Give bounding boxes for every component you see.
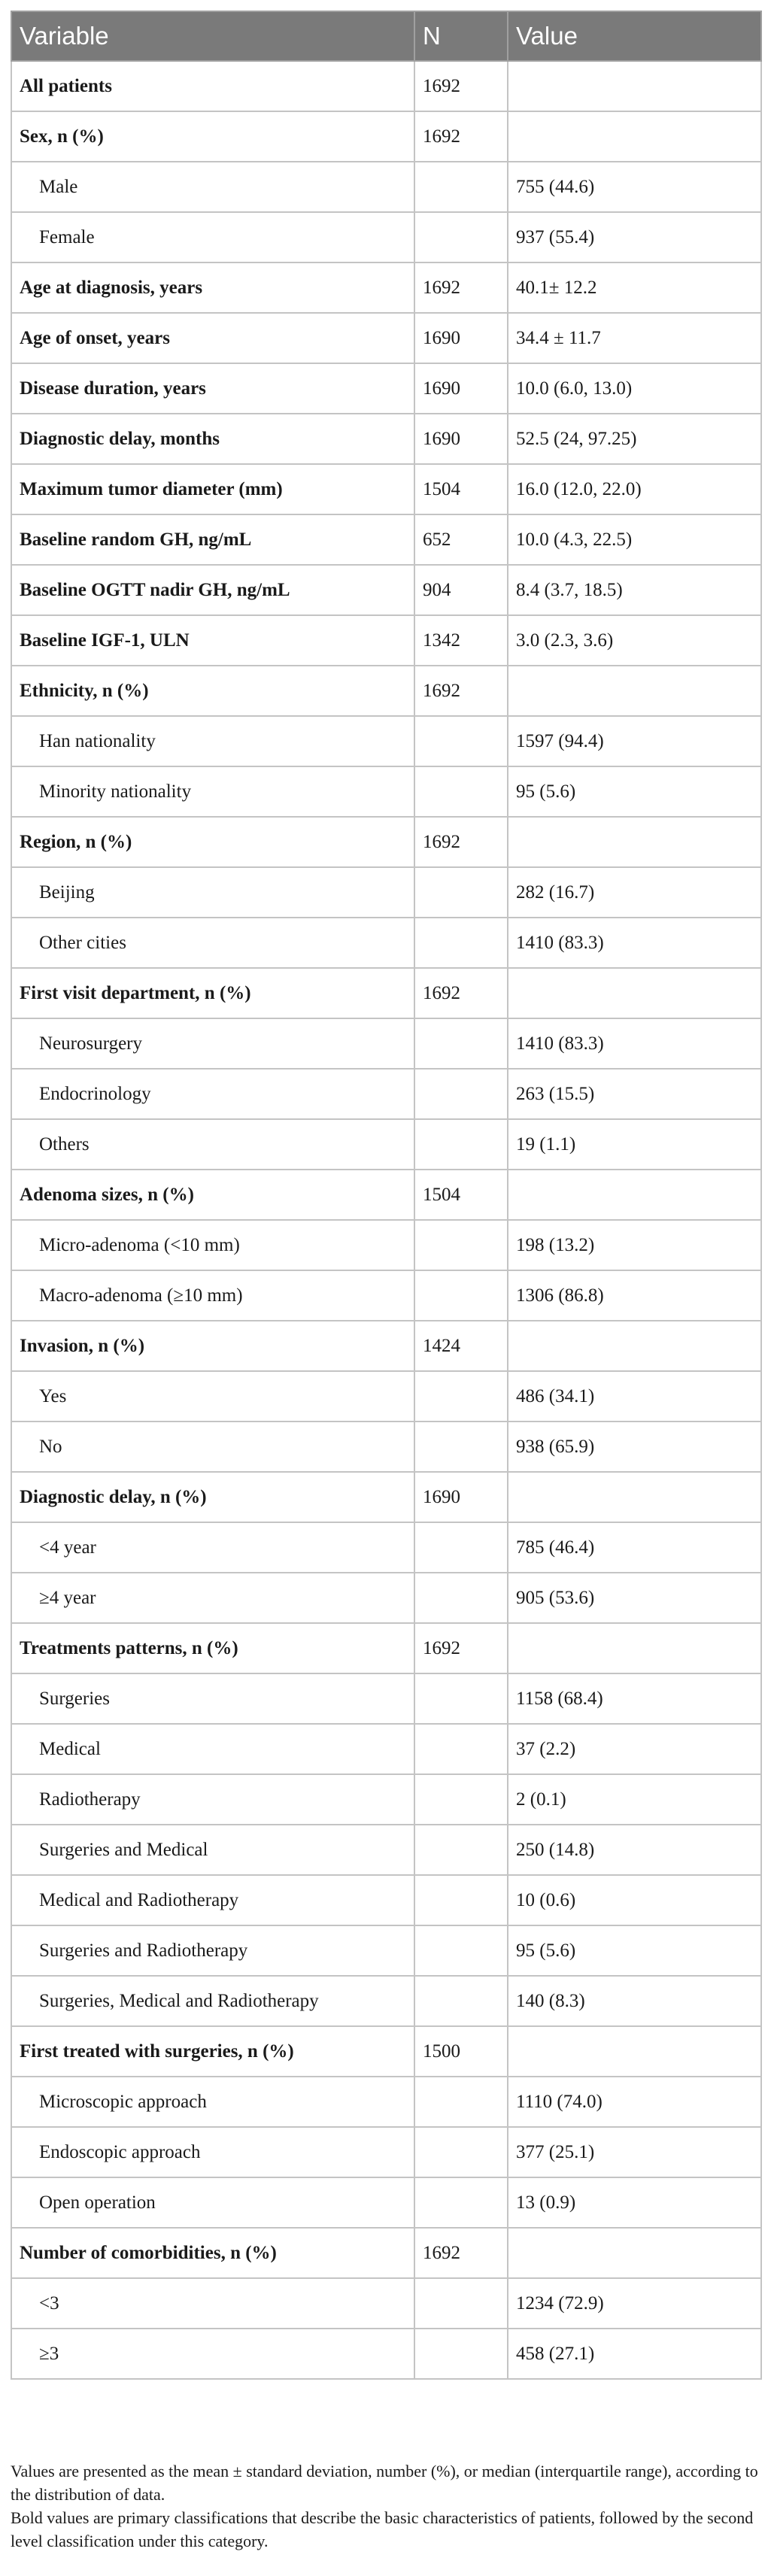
cell-variable: Number of comorbidities, n (%) [11, 2228, 414, 2278]
table-row-category [11, 1321, 761, 1371]
cell-value [508, 2228, 761, 2278]
cell-value: 10.0 (6.0, 13.0) [508, 363, 761, 414]
table-row-category [11, 61, 761, 111]
cell-value: 282 (16.7) [508, 867, 761, 918]
cell-value: 198 (13.2) [508, 1220, 761, 1270]
table-row-subcategory [11, 1825, 761, 1875]
table-row-subcategory [11, 1220, 761, 1270]
table-row-category [11, 2228, 761, 2278]
cell-value: 458 (27.1) [508, 2329, 761, 2379]
table-row-subcategory [11, 1018, 761, 1069]
cell-n: 1692 [414, 817, 508, 867]
column-header-n: N [414, 11, 508, 61]
cell-n [414, 1825, 508, 1875]
table-body [11, 61, 761, 2379]
table-row-category [11, 464, 761, 514]
cell-n [414, 918, 508, 968]
cell-value: 1110 (74.0) [508, 2077, 761, 2127]
cell-n: 1504 [414, 1170, 508, 1220]
table-row-subcategory [11, 1270, 761, 1321]
cell-variable: Baseline random GH, ng/mL [11, 514, 414, 565]
cell-n [414, 1270, 508, 1321]
table-row-category [11, 363, 761, 414]
cell-value: 1410 (83.3) [508, 1018, 761, 1069]
cell-n [414, 212, 508, 262]
cell-n: 1692 [414, 968, 508, 1018]
cell-value: 34.4 ± 11.7 [508, 313, 761, 363]
cell-n: 1692 [414, 2228, 508, 2278]
table-row-subcategory [11, 766, 761, 817]
cell-variable: Macro-adenoma (≥10 mm) [11, 1270, 414, 1321]
table-row-subcategory [11, 1976, 761, 2026]
cell-n [414, 1220, 508, 1270]
table-row-subcategory [11, 1925, 761, 1976]
cell-n [414, 1673, 508, 1724]
cell-value: 1410 (83.3) [508, 918, 761, 968]
table-row-subcategory [11, 2077, 761, 2127]
cell-variable: Diagnostic delay, n (%) [11, 1472, 414, 1522]
table-row-category [11, 968, 761, 1018]
table-row-category [11, 615, 761, 666]
cell-variable: Microscopic approach [11, 2077, 414, 2127]
cell-value: 785 (46.4) [508, 1522, 761, 1573]
cell-variable: Male [11, 162, 414, 212]
cell-value [508, 111, 761, 162]
cell-n [414, 1925, 508, 1976]
cell-value: 1158 (68.4) [508, 1673, 761, 1724]
table-row-subcategory [11, 1673, 761, 1724]
table-footnote [11, 2459, 760, 2553]
cell-variable: Han nationality [11, 716, 414, 766]
cell-n [414, 162, 508, 212]
cell-value: 377 (25.1) [508, 2127, 761, 2177]
cell-value: 937 (55.4) [508, 212, 761, 262]
cell-n [414, 2127, 508, 2177]
cell-n [414, 1976, 508, 2026]
cell-value: 486 (34.1) [508, 1371, 761, 1422]
table-row-category [11, 111, 761, 162]
cell-n: 1690 [414, 1472, 508, 1522]
table-row-subcategory [11, 2177, 761, 2228]
cell-value [508, 817, 761, 867]
table-row-subcategory [11, 1069, 761, 1119]
cell-variable: Surgeries and Medical [11, 1825, 414, 1875]
table-row-subcategory [11, 1724, 761, 1774]
cell-variable: Sex, n (%) [11, 111, 414, 162]
cell-variable: Endocrinology [11, 1069, 414, 1119]
cell-variable: Adenoma sizes, n (%) [11, 1170, 414, 1220]
cell-variable: Ethnicity, n (%) [11, 666, 414, 716]
cell-value: 19 (1.1) [508, 1119, 761, 1170]
table-row-category [11, 313, 761, 363]
cell-n: 1504 [414, 464, 508, 514]
cell-n: 1500 [414, 2026, 508, 2077]
table-header-row [11, 11, 761, 61]
cell-n: 1690 [414, 414, 508, 464]
cell-variable: Surgeries, Medical and Radiotherapy [11, 1976, 414, 2026]
cell-n: 1692 [414, 262, 508, 313]
cell-n: 1690 [414, 313, 508, 363]
cell-n: 1690 [414, 363, 508, 414]
cell-value: 1597 (94.4) [508, 716, 761, 766]
cell-n [414, 1422, 508, 1472]
table-row-subcategory [11, 1573, 761, 1623]
cell-value: 95 (5.6) [508, 1925, 761, 1976]
cell-variable: <3 [11, 2278, 414, 2329]
cell-n [414, 766, 508, 817]
cell-value: 1234 (72.9) [508, 2278, 761, 2329]
cell-n: 1342 [414, 615, 508, 666]
cell-variable: Neurosurgery [11, 1018, 414, 1069]
cell-n: 1692 [414, 666, 508, 716]
cell-variable: First treated with surgeries, n (%) [11, 2026, 414, 2077]
cell-n [414, 867, 508, 918]
cell-variable: Region, n (%) [11, 817, 414, 867]
cell-n: 652 [414, 514, 508, 565]
cell-value [508, 1321, 761, 1371]
cell-value: 2 (0.1) [508, 1774, 761, 1825]
cell-variable: Medical [11, 1724, 414, 1774]
cell-value: 3.0 (2.3, 3.6) [508, 615, 761, 666]
cell-value: 755 (44.6) [508, 162, 761, 212]
cell-value [508, 2026, 761, 2077]
cell-variable: Endoscopic approach [11, 2127, 414, 2177]
cell-value: 140 (8.3) [508, 1976, 761, 2026]
cell-variable: Medical and Radiotherapy [11, 1875, 414, 1925]
cell-variable: Micro-adenoma (<10 mm) [11, 1220, 414, 1270]
table-row-subcategory [11, 2127, 761, 2177]
cell-variable: ≥4 year [11, 1573, 414, 1623]
table-row-subcategory [11, 1371, 761, 1422]
cell-value [508, 968, 761, 1018]
cell-value: 10.0 (4.3, 22.5) [508, 514, 761, 565]
cell-variable: ≥3 [11, 2329, 414, 2379]
cell-variable: Female [11, 212, 414, 262]
table-row-category [11, 1170, 761, 1220]
cell-variable: Baseline OGTT nadir GH, ng/mL [11, 565, 414, 615]
cell-n: 1692 [414, 111, 508, 162]
cell-value: 250 (14.8) [508, 1825, 761, 1875]
cell-n: 1692 [414, 1623, 508, 1673]
table-row-subcategory [11, 1522, 761, 1573]
cell-value: 40.1± 12.2 [508, 262, 761, 313]
cell-n [414, 2278, 508, 2329]
cell-n [414, 1774, 508, 1825]
table-row-subcategory [11, 1422, 761, 1472]
cell-n [414, 2329, 508, 2379]
cell-value: 13 (0.9) [508, 2177, 761, 2228]
table-row-subcategory [11, 162, 761, 212]
cell-variable: Disease duration, years [11, 363, 414, 414]
table-row-category [11, 414, 761, 464]
cell-variable: Treatments patterns, n (%) [11, 1623, 414, 1673]
cell-n [414, 1371, 508, 1422]
cell-value [508, 1170, 761, 1220]
cell-value [508, 666, 761, 716]
cell-variable: Invasion, n (%) [11, 1321, 414, 1371]
footnote-bold: Bold values are primary classifications that describe the basic characteristics of patients, followed by the second level classification under this category. [11, 2508, 754, 2550]
cell-n [414, 1018, 508, 1069]
cell-n [414, 2077, 508, 2127]
cell-n [414, 1875, 508, 1925]
cell-value [508, 61, 761, 111]
table-row-subcategory [11, 2329, 761, 2379]
cell-variable: Minority nationality [11, 766, 414, 817]
table-row-subcategory [11, 212, 761, 262]
table-row-subcategory [11, 1119, 761, 1170]
table-row-category [11, 1472, 761, 1522]
cell-n [414, 2177, 508, 2228]
cell-value: 95 (5.6) [508, 766, 761, 817]
cell-n [414, 1069, 508, 1119]
cell-variable: Age of onset, years [11, 313, 414, 363]
table-row-category [11, 1623, 761, 1673]
table-row-category [11, 262, 761, 313]
table-row-category [11, 666, 761, 716]
cell-variable: Surgeries and Radiotherapy [11, 1925, 414, 1976]
table-row-category [11, 817, 761, 867]
cell-variable: Surgeries [11, 1673, 414, 1724]
table-row-category [11, 514, 761, 565]
patient-characteristics-table [11, 11, 762, 2380]
cell-value: 1306 (86.8) [508, 1270, 761, 1321]
cell-n: 1692 [414, 61, 508, 111]
table-row-subcategory [11, 918, 761, 968]
cell-variable: Baseline IGF-1, ULN [11, 615, 414, 666]
table-row-category [11, 565, 761, 615]
cell-value [508, 1623, 761, 1673]
cell-n: 1424 [414, 1321, 508, 1371]
cell-n [414, 716, 508, 766]
cell-variable: All patients [11, 61, 414, 111]
cell-value: 263 (15.5) [508, 1069, 761, 1119]
cell-value: 8.4 (3.7, 18.5) [508, 565, 761, 615]
table-row-subcategory [11, 1774, 761, 1825]
table-row-subcategory [11, 716, 761, 766]
cell-value: 52.5 (24, 97.25) [508, 414, 761, 464]
cell-variable: Open operation [11, 2177, 414, 2228]
table-row-subcategory [11, 2278, 761, 2329]
cell-value: 37 (2.2) [508, 1724, 761, 1774]
table-row-subcategory [11, 867, 761, 918]
column-header-variable: Variable [11, 11, 414, 61]
table-row-category [11, 2026, 761, 2077]
column-header-value: Value [508, 11, 761, 61]
cell-variable: First visit department, n (%) [11, 968, 414, 1018]
cell-variable: Maximum tumor diameter (mm) [11, 464, 414, 514]
cell-value: 938 (65.9) [508, 1422, 761, 1472]
cell-value: 10 (0.6) [508, 1875, 761, 1925]
cell-n: 904 [414, 565, 508, 615]
cell-variable: No [11, 1422, 414, 1472]
cell-value: 16.0 (12.0, 22.0) [508, 464, 761, 514]
cell-n [414, 1522, 508, 1573]
cell-n [414, 1724, 508, 1774]
cell-n [414, 1573, 508, 1623]
cell-variable: <4 year [11, 1522, 414, 1573]
cell-variable: Yes [11, 1371, 414, 1422]
cell-value [508, 1472, 761, 1522]
cell-variable: Other cities [11, 918, 414, 968]
cell-n [414, 1119, 508, 1170]
cell-variable: Others [11, 1119, 414, 1170]
footnote-values: Values are presented as the mean ± standard deviation, number (%), or median (interquartile range), according to the distribution of data. [11, 2462, 758, 2504]
cell-variable: Beijing [11, 867, 414, 918]
cell-variable: Radiotherapy [11, 1774, 414, 1825]
table-row-subcategory [11, 1875, 761, 1925]
table-header [11, 11, 761, 61]
cell-value: 905 (53.6) [508, 1573, 761, 1623]
cell-variable: Diagnostic delay, months [11, 414, 414, 464]
cell-variable: Age at diagnosis, years [11, 262, 414, 313]
